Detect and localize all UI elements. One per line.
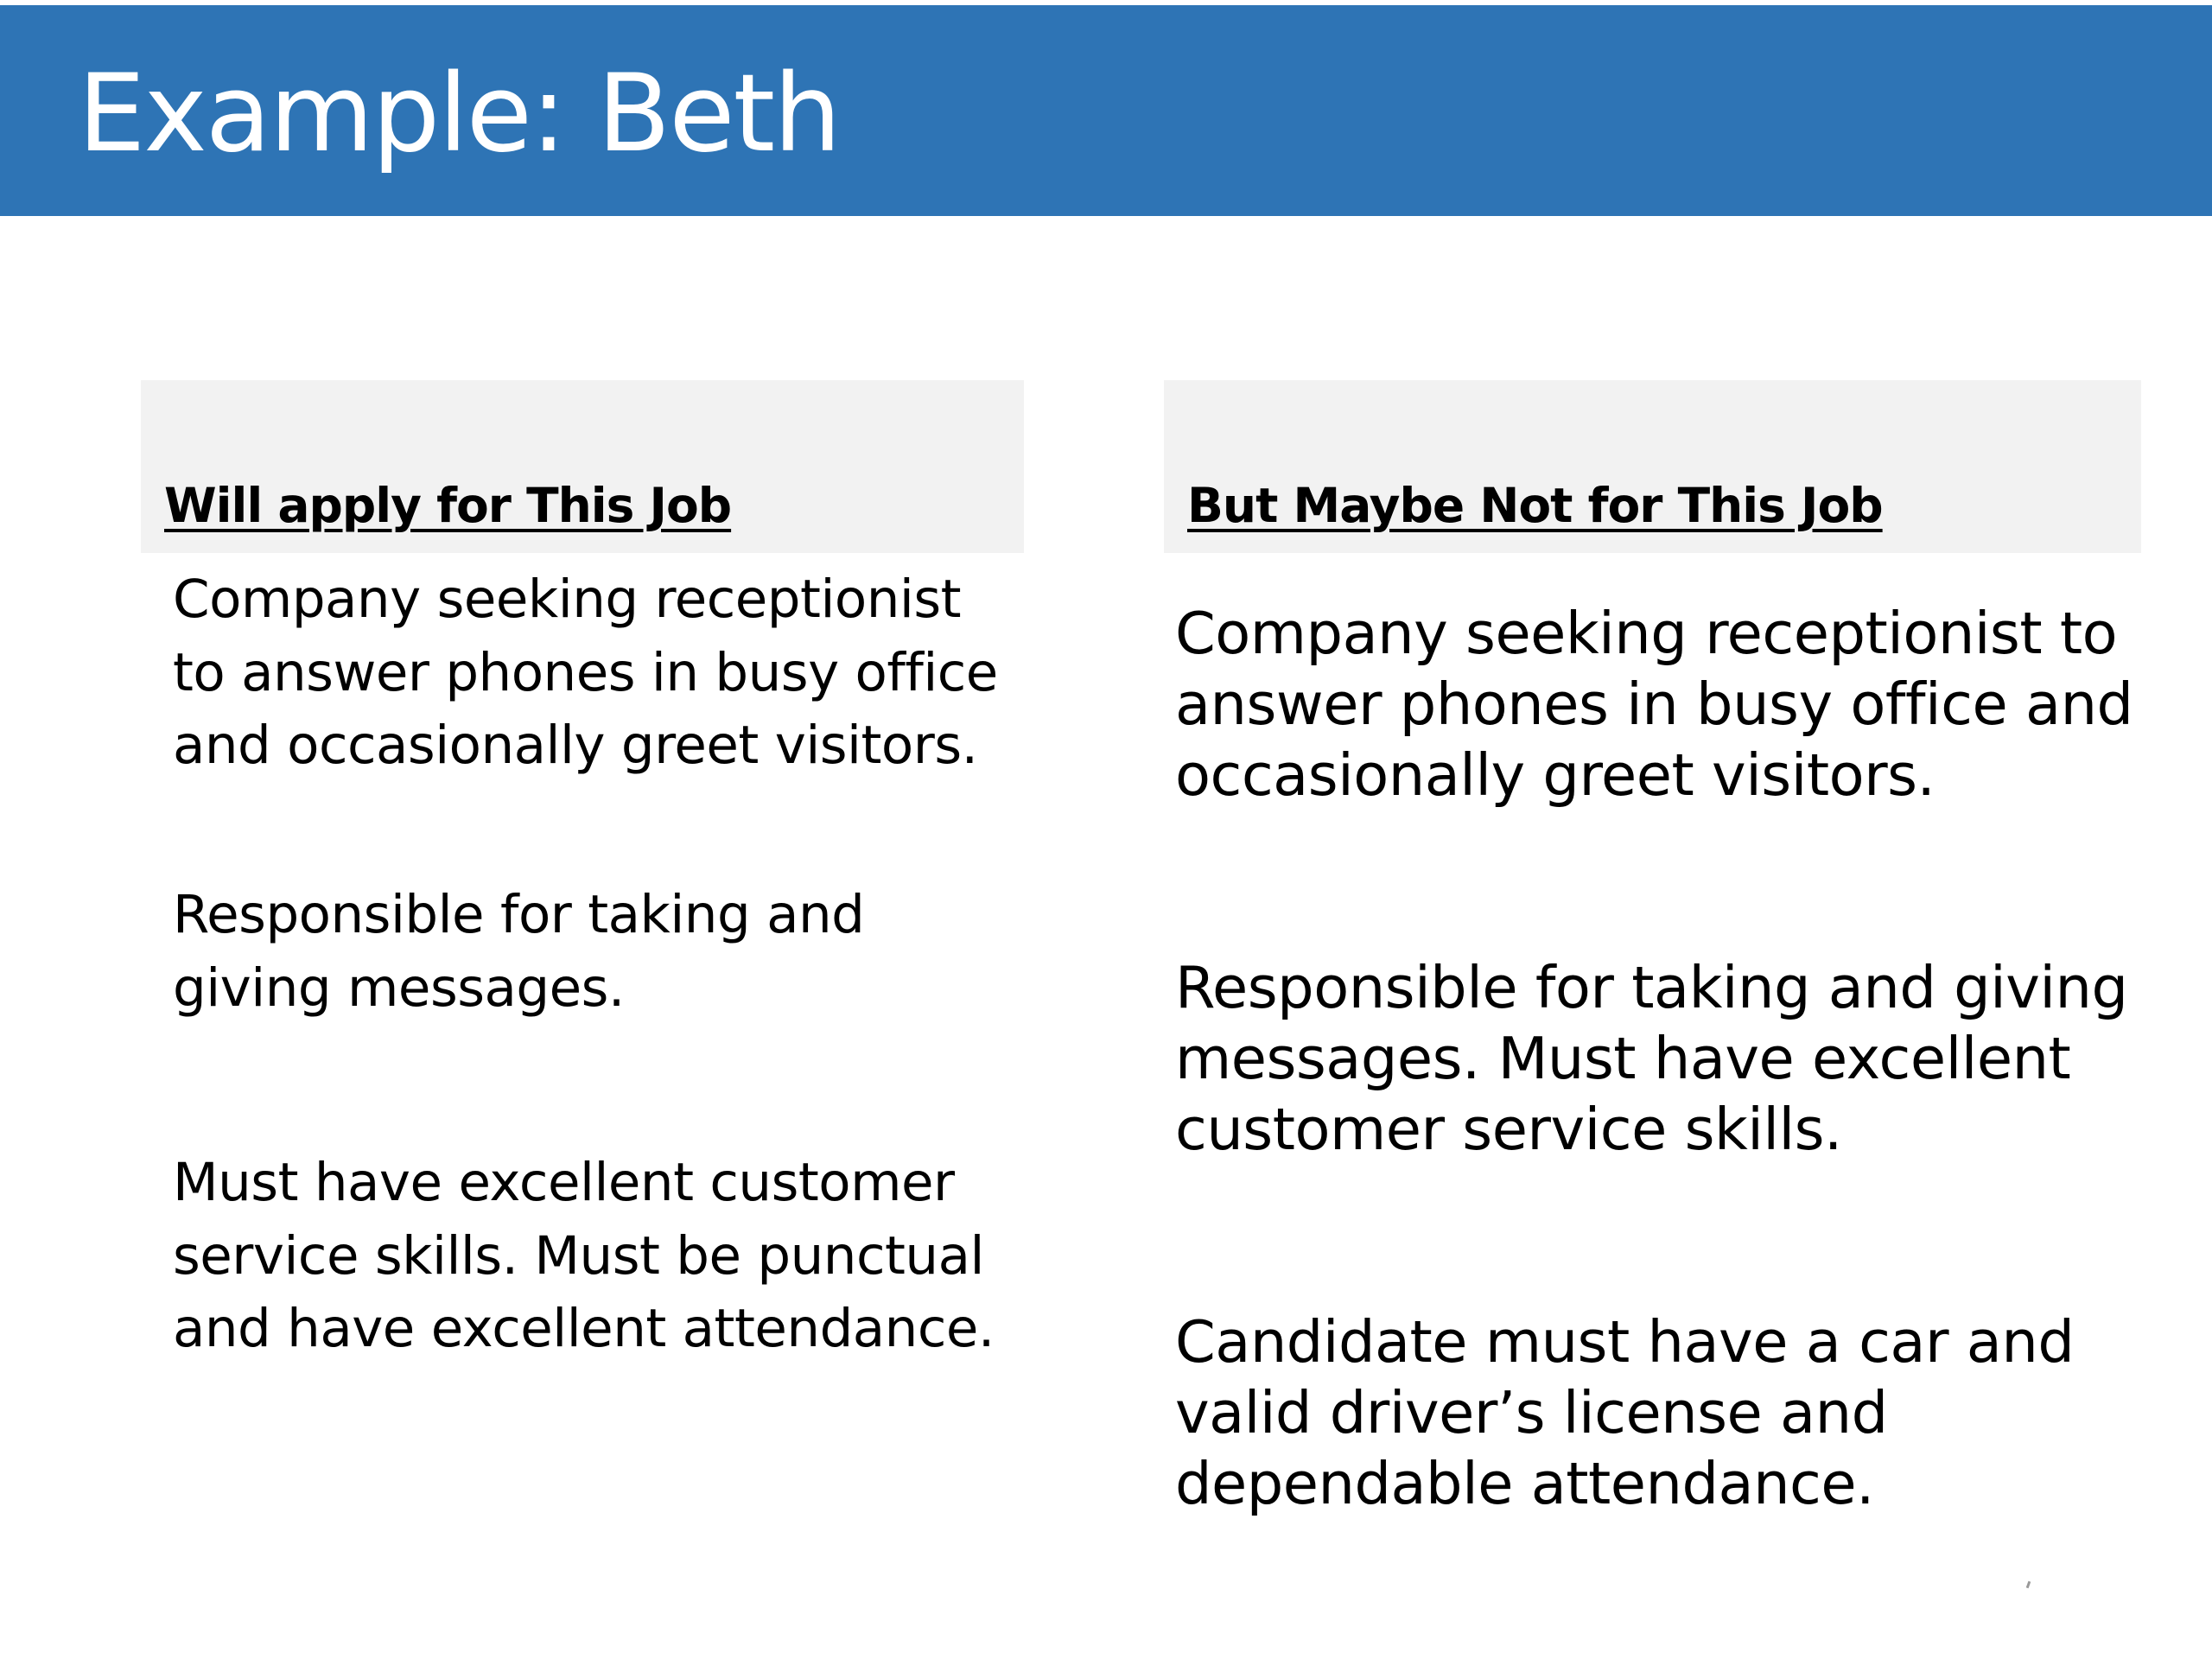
right-paragraph-2: Responsible for taking and giving messages. Must have excellent customer service skills. (1175, 954, 2128, 1163)
left-column-header-box (141, 380, 1024, 553)
left-column-header: Will apply for This Job (164, 478, 732, 533)
right-column-header: But Maybe Not for This Job (1187, 478, 1883, 533)
title-bar (0, 5, 2212, 216)
left-paragraph-3: Must have excellent customer service skills. Must be punctual and have excellent attendance. (173, 1152, 995, 1359)
right-paragraph-3: Candidate must have a car and valid driver’s license and dependable attendance. (1175, 1308, 2075, 1517)
right-column-header-box (1164, 380, 2141, 553)
slide-title: Example: Beth (78, 52, 840, 176)
right-paragraph-1: Company seeking receptionist to answer phones in busy office and occasionally greet visitors. (1175, 600, 2133, 809)
stray-mark (2026, 1581, 2031, 1589)
left-paragraph-2: Responsible for taking and giving messages. (173, 884, 865, 1019)
left-paragraph-1: Company seeking receptionist to answer phones in busy office and occasionally greet visitors. (173, 569, 998, 776)
